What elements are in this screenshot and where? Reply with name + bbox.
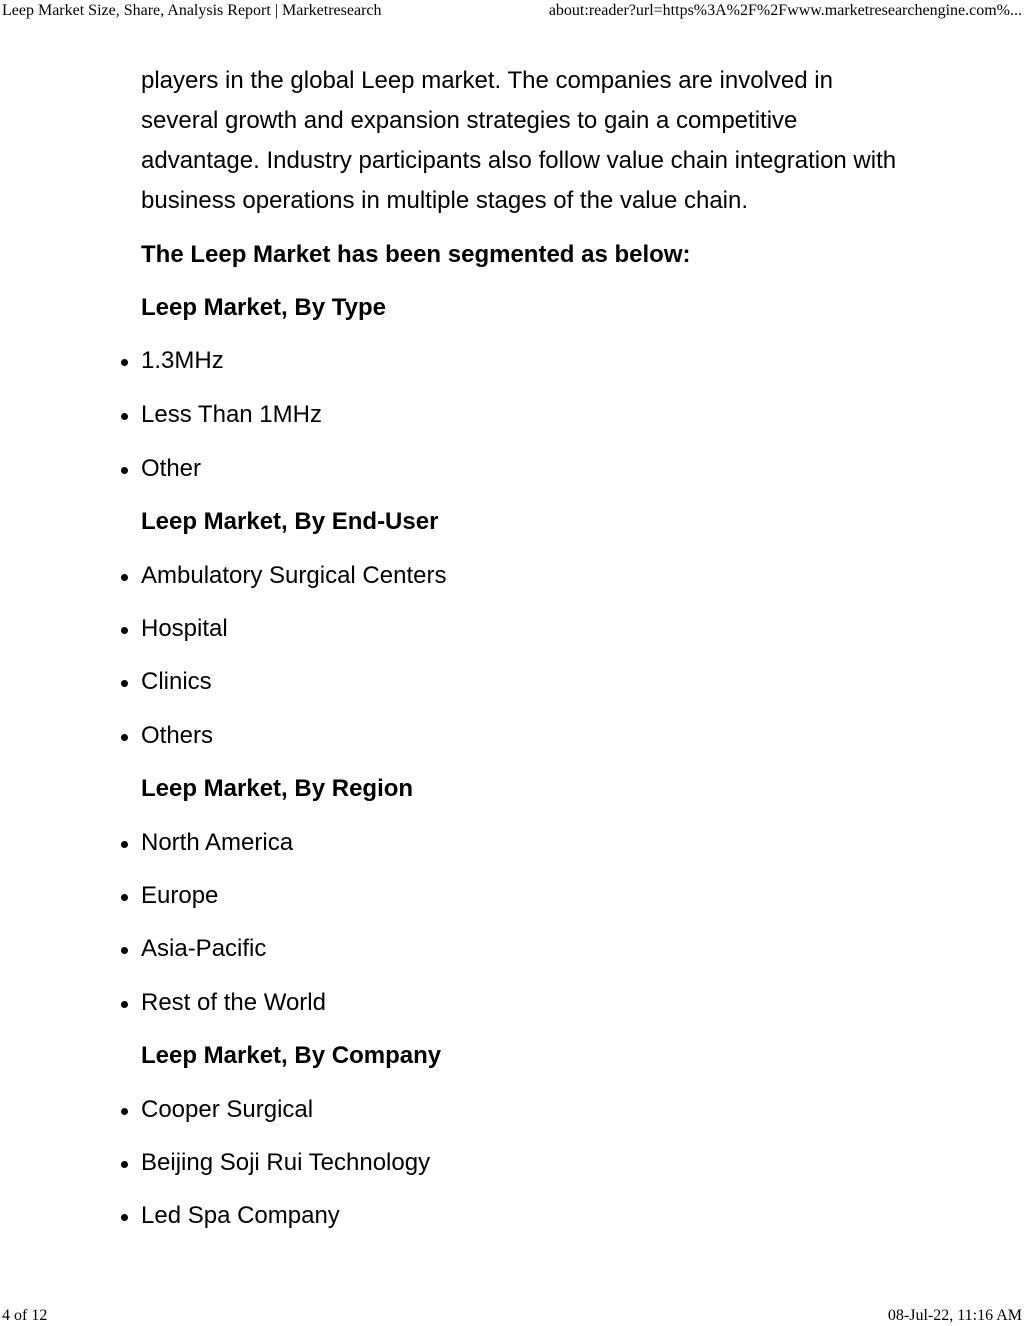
section-heading-type: Leep Market, By Type — [141, 294, 386, 321]
list-item: Less Than 1MHz — [141, 400, 901, 430]
list-item: Asia-Pacific — [141, 934, 901, 964]
list-item: North America — [141, 828, 901, 858]
list-item: Cooper Surgical — [141, 1095, 901, 1125]
list-item: Rest of the World — [141, 988, 901, 1018]
list-item: Clinics — [141, 667, 901, 697]
list-item: Ambulatory Surgical Centers — [141, 561, 901, 591]
region-list — [141, 828, 901, 1018]
section-heading-company: Leep Market, By Company — [141, 1042, 442, 1069]
print-footer — [0, 1306, 1024, 1326]
print-header — [0, 1, 1024, 21]
section-heading-end-user: Leep Market, By End-User — [141, 508, 439, 535]
page-url: about:reader?url=https%3A%2F%2Fwww.marketresearchengine.com%... — [548, 2, 1022, 19]
list-item: Europe — [141, 881, 901, 911]
list-item: Other — [141, 454, 901, 484]
end-user-list — [141, 561, 901, 751]
list-item: Led Spa Company — [141, 1201, 901, 1231]
list-item: Hospital — [141, 614, 901, 644]
article-content — [141, 61, 901, 1231]
page-title: Leep Market Size, Share, Analysis Report | Marketresearch — [2, 2, 382, 19]
segmented-heading: The Leep Market has been segmented as below: — [141, 241, 691, 268]
print-timestamp: 08-Jul-22, 11:16 AM — [887, 1307, 1022, 1324]
section-heading-region: Leep Market, By Region — [141, 775, 414, 802]
list-item: Others — [141, 721, 901, 751]
intro-paragraph: players in the global Leep market. The companies are involved in several growth and expansion strategies to gain a competitive advantage. Industry participants also follow value chain integration with business operations in multiple stages of the value chain. — [141, 67, 897, 214]
page-number: 4 of 12 — [2, 1307, 48, 1324]
company-list — [141, 1095, 901, 1231]
list-item: 1.3MHz — [141, 346, 901, 376]
type-list — [141, 346, 901, 484]
list-item: Beijing Soji Rui Technology — [141, 1148, 901, 1178]
